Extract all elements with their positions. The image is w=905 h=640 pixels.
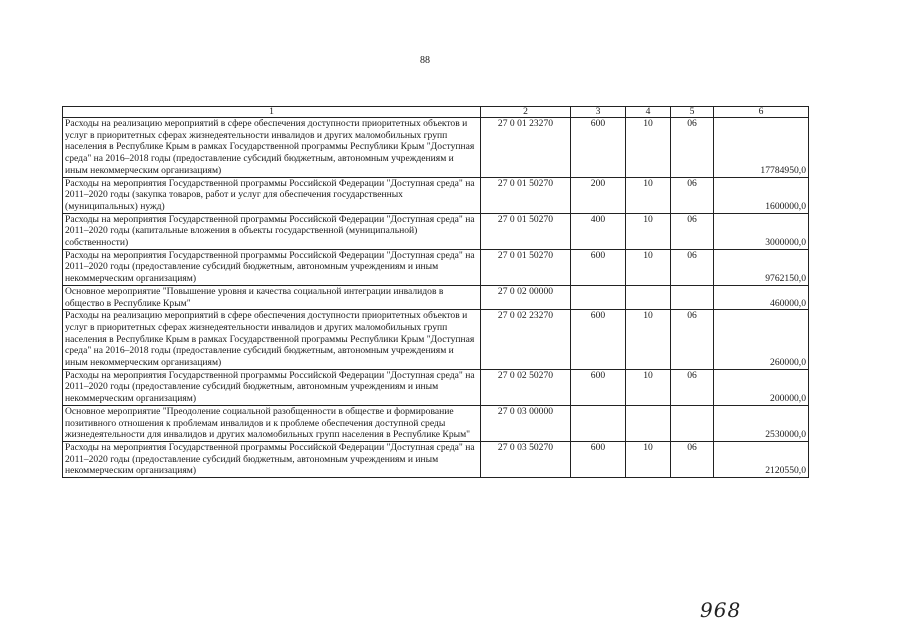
row-col4 [626,405,671,441]
row-amount: 9762150,0 [714,249,809,285]
row-code: 27 0 01 50270 [481,177,571,213]
row-code: 27 0 02 50270 [481,369,571,405]
row-col3: 600 [571,310,626,370]
handwritten-note: 968 [700,598,742,622]
row-code: 27 0 02 00000 [481,285,571,309]
row-col5: 06 [671,249,714,285]
header-cell-1: 1 [63,107,481,118]
row-col4: 10 [626,441,671,477]
header-cell-5: 5 [671,107,714,118]
row-col5 [671,405,714,441]
row-amount: 460000,0 [714,285,809,309]
row-code: 27 0 03 00000 [481,405,571,441]
header-row [63,107,809,118]
row-col3: 600 [571,118,626,178]
row-col5: 06 [671,441,714,477]
page-number: 88 [420,55,430,66]
budget-table [62,106,809,478]
row-amount: 1600000,0 [714,177,809,213]
row-amount: 2120550,0 [714,441,809,477]
row-amount: 200000,0 [714,369,809,405]
table-row [63,441,809,477]
header-cell-6: 6 [714,107,809,118]
row-code: 27 0 02 23270 [481,310,571,370]
row-col3 [571,405,626,441]
row-description: Расходы на мероприятия Государственной программы Российской Федерации "Доступная среда" на 2011–2020 годы (предоставление субсидий бюджетным, автономным учреждениям и иным некоммерческим организациям) [63,369,481,405]
table-row [63,369,809,405]
row-code: 27 0 03 50270 [481,441,571,477]
row-col4: 10 [626,249,671,285]
row-description: Основное мероприятие "Повышение уровня и качества социальной интеграции инвалидов в общество в Республике Крым" [63,285,481,309]
row-description: Расходы на реализацию мероприятий в сфере обеспечения доступности приоритетных объектов и услуг в приоритетных сферах жизнедеятельности инвалидов и других маломобильных групп населения в Республике Крым в рамках Государственной программы Республики Крым "Доступная среда" на 2016–2018 годы (предоставление субсидий бюджетным, автономным учреждениям и иным некоммерческим организациям) [63,310,481,370]
row-code: 27 0 01 50270 [481,249,571,285]
row-amount: 2530000,0 [714,405,809,441]
table-row [63,213,809,249]
row-col3: 600 [571,369,626,405]
table-row [63,118,809,178]
row-col5: 06 [671,369,714,405]
row-col5: 06 [671,177,714,213]
table-row [63,285,809,309]
row-amount: 3000000,0 [714,213,809,249]
row-col3: 600 [571,441,626,477]
table-row [63,249,809,285]
row-col4: 10 [626,118,671,178]
row-description: Расходы на мероприятия Государственной программы Российской Федерации "Доступная среда" на 2011–2020 годы (предоставление субсидий бюджетным, автономным учреждениям и иным некоммерческим организациям) [63,249,481,285]
row-col4: 10 [626,369,671,405]
row-col5 [671,285,714,309]
row-col3: 600 [571,249,626,285]
table-row [63,310,809,370]
row-description: Расходы на мероприятия Государственной программы Российской Федерации "Доступная среда" на 2011–2020 годы (предоставление субсидий бюджетным, автономным учреждениям и иным некоммерческим организациям) [63,441,481,477]
row-amount: 17784950,0 [714,118,809,178]
row-col3: 200 [571,177,626,213]
row-code: 27 0 01 23270 [481,118,571,178]
table-row [63,405,809,441]
header-cell-3: 3 [571,107,626,118]
header-cell-2: 2 [481,107,571,118]
row-col4 [626,285,671,309]
header-cell-4: 4 [626,107,671,118]
row-amount: 260000,0 [714,310,809,370]
table-row [63,177,809,213]
row-description: Основное мероприятие "Преодоление социальной разобщенности в обществе и формирование позитивного отношения к проблемам инвалидов и к проблеме обеспечения доступной среды жизнедеятельности для инвалидов и других маломобильных групп населения в Республике Крым" [63,405,481,441]
row-col5: 06 [671,118,714,178]
row-col5: 06 [671,310,714,370]
row-description: Расходы на мероприятия Государственной программы Российской Федерации "Доступная среда" на 2011–2020 годы (закупка товаров, работ и услуг для обеспечения государственных (муниципальных) нужд) [63,177,481,213]
row-col4: 10 [626,213,671,249]
row-description: Расходы на реализацию мероприятий в сфере обеспечения доступности приоритетных объектов и услуг в приоритетных сферах жизнедеятельности инвалидов и других маломобильных групп населения в Республике Крым в рамках Государственной программы Республики Крым "Доступная среда" на 2016–2018 годы (предоставление субсидий бюджетным, автономным учреждениям и иным некоммерческим организациям) [63,118,481,178]
row-col4: 10 [626,310,671,370]
row-col4: 10 [626,177,671,213]
row-code: 27 0 01 50270 [481,213,571,249]
row-col3: 400 [571,213,626,249]
row-description: Расходы на мероприятия Государственной программы Российской Федерации "Доступная среда" на 2011–2020 годы (капитальные вложения в объекты государственной (муниципальной) собственности) [63,213,481,249]
row-col3 [571,285,626,309]
row-col5: 06 [671,213,714,249]
